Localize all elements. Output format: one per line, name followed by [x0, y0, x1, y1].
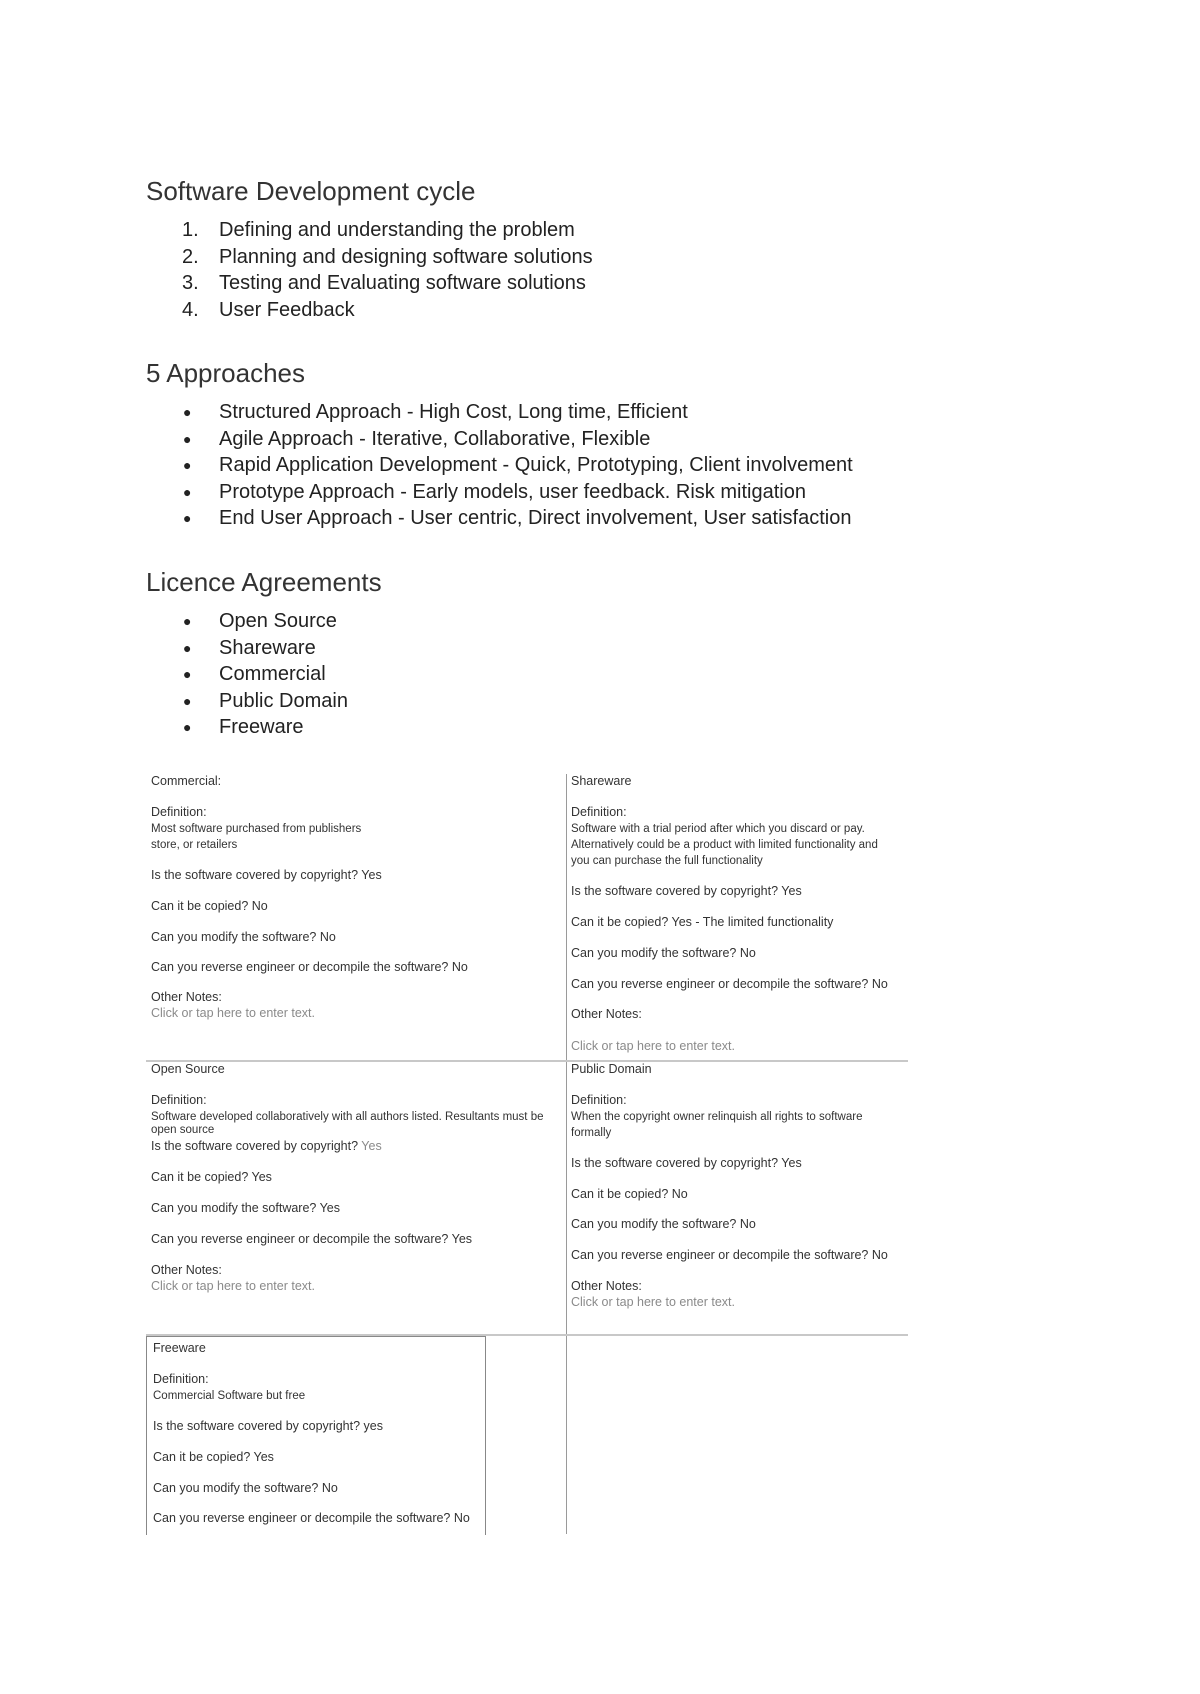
- definition-text: When the copyright owner relinquish all rights to software: [571, 1111, 863, 1123]
- cell-title: Open Source: [151, 1062, 225, 1076]
- licences-heading: Licence Agreements: [146, 567, 382, 597]
- list-item: [146, 426, 853, 453]
- list-text: End User Approach - User centric, Direct involvement, User satisfaction: [219, 507, 852, 529]
- sdc-list: [146, 217, 593, 323]
- copy-question: Can it be copied? Yes - The limited functionality: [571, 915, 834, 929]
- list-text: Commercial: [219, 663, 326, 685]
- notes-input[interactable]: Click or tap here to enter text.: [571, 1295, 735, 1309]
- list-text: Shareware: [219, 636, 316, 659]
- list-text: Agile Approach - Iterative, Collaborative, Flexible: [219, 427, 651, 450]
- list-item: [146, 297, 593, 324]
- list-text: Planning and designing software solutions: [219, 245, 593, 268]
- modify-question: Can you modify the software? No: [151, 930, 336, 944]
- bullet-icon: ●: [183, 430, 192, 447]
- freeware-box: [146, 1336, 486, 1535]
- list-text: Open Source: [219, 610, 337, 632]
- reverse-engineer-question: Can you reverse engineer or decompile the software? No: [153, 1511, 470, 1525]
- copy-question: Can it be copied? No: [571, 1187, 688, 1201]
- bullet-icon: ●: [183, 457, 192, 473]
- definition-text: you can purchase the full functionality: [571, 855, 763, 867]
- bullet-icon: ●: [183, 719, 192, 735]
- list-text: Freeware: [219, 716, 304, 738]
- bullet-icon: ●: [183, 666, 192, 682]
- list-text: Defining and understanding the problem: [219, 219, 575, 241]
- list-text: Prototype Approach - Early models, user feedback. Risk mitigation: [219, 480, 806, 503]
- bullet-icon: ●: [183, 613, 192, 629]
- list-text: Public Domain: [219, 689, 348, 712]
- notes-input[interactable]: Click or tap here to enter text.: [151, 1006, 315, 1020]
- list-item: [146, 714, 382, 741]
- copyright-question: Is the software covered by copyright? Yes: [571, 884, 802, 898]
- definition-label: Definition:: [571, 1093, 627, 1107]
- bullet-icon: ●: [183, 510, 192, 526]
- reverse-engineer-question: Can you reverse engineer or decompile the software? No: [571, 977, 888, 991]
- definition-text: Software with a trial period after which you discard or pay.: [571, 823, 865, 835]
- other-notes-label: Other Notes:: [151, 1263, 222, 1277]
- list-number: 2.: [182, 245, 199, 268]
- list-number: 3.: [182, 272, 199, 294]
- approaches-section: [146, 358, 853, 532]
- list-item: [146, 452, 853, 479]
- definition-text: store, or retailers: [151, 839, 238, 851]
- other-notes-label: Other Notes:: [571, 1007, 642, 1021]
- definition-text: Alternatively could be a product with limited functionality and: [571, 839, 878, 851]
- modify-question: Can you modify the software? No: [571, 946, 756, 960]
- licence-table: [146, 774, 908, 1534]
- copyright-question: Is the software covered by copyright? yes: [153, 1419, 383, 1433]
- licences-list: [146, 608, 382, 741]
- list-item: [146, 608, 382, 635]
- modify-question: Can you modify the software? No: [571, 1217, 756, 1231]
- copyright-question: [151, 1139, 382, 1153]
- bullet-icon: ●: [183, 692, 192, 709]
- list-item: [146, 688, 382, 715]
- cell-title: Shareware: [571, 774, 632, 788]
- cell-title: Public Domain: [571, 1062, 652, 1076]
- licences-section: [146, 567, 382, 741]
- question-text: Is the software covered by copyright?: [151, 1139, 362, 1153]
- list-item: [146, 270, 593, 297]
- answer-text: Yes: [361, 1139, 382, 1153]
- definition-text: Most software purchased from publishers: [151, 823, 362, 835]
- bullet-icon: ●: [183, 639, 192, 656]
- copy-question: Can it be copied? No: [151, 899, 268, 913]
- reverse-engineer-question: Can you reverse engineer or decompile the software? Yes: [151, 1232, 473, 1246]
- definition-text: open source: [151, 1124, 215, 1136]
- sdc-section: [146, 176, 593, 323]
- definition-label: Definition:: [151, 1093, 207, 1107]
- bullet-icon: ●: [183, 404, 192, 420]
- copyright-question: Is the software covered by copyright? Yes: [571, 1156, 802, 1170]
- definition-label: Definition:: [153, 1372, 209, 1386]
- cell-title: Freeware: [153, 1341, 206, 1355]
- list-text: User Feedback: [219, 298, 355, 321]
- reverse-engineer-question: Can you reverse engineer or decompile the software? No: [151, 960, 468, 974]
- table-column-divider: [566, 774, 567, 1534]
- copy-question: Can it be copied? Yes: [151, 1170, 272, 1184]
- approaches-list: [146, 399, 853, 532]
- table-row-divider: [146, 1060, 908, 1062]
- definition-text: Commercial Software but free: [153, 1390, 306, 1402]
- list-item: [146, 217, 593, 244]
- copyright-question: Is the software covered by copyright? Yes: [151, 868, 382, 882]
- approaches-heading: 5 Approaches: [146, 358, 306, 388]
- other-notes-label: Other Notes:: [151, 990, 222, 1004]
- bullet-icon: ●: [183, 483, 192, 500]
- list-item: [146, 399, 853, 426]
- list-text: Rapid Application Development - Quick, Prototyping, Client involvement: [219, 454, 853, 476]
- reverse-engineer-question: Can you reverse engineer or decompile the software? No: [571, 1248, 888, 1262]
- list-item: [146, 505, 853, 532]
- definition-label: Definition:: [571, 805, 627, 819]
- sdc-heading: Software Development cycle: [146, 176, 476, 206]
- definition-text: Software developed collaboratively with all authors listed. Resultants must be: [151, 1111, 544, 1123]
- list-item: [146, 661, 382, 688]
- notes-input[interactable]: Click or tap here to enter text.: [571, 1039, 735, 1053]
- modify-question: Can you modify the software? No: [153, 1481, 338, 1495]
- other-notes-label: Other Notes:: [571, 1279, 642, 1293]
- definition-label: Definition:: [151, 805, 207, 819]
- list-item: [146, 635, 382, 662]
- list-item: [146, 244, 593, 271]
- list-item: [146, 479, 853, 506]
- list-text: Testing and Evaluating software solutions: [219, 272, 586, 294]
- list-number: 4.: [182, 298, 199, 321]
- list-number: 1.: [182, 219, 199, 241]
- copy-question: Can it be copied? Yes: [153, 1450, 274, 1464]
- definition-text: formally: [571, 1127, 612, 1139]
- list-text: Structured Approach - High Cost, Long time, Efficient: [219, 401, 688, 423]
- modify-question: Can you modify the software? Yes: [151, 1201, 341, 1215]
- cell-title: Commercial:: [151, 774, 222, 788]
- notes-input[interactable]: Click or tap here to enter text.: [151, 1279, 315, 1293]
